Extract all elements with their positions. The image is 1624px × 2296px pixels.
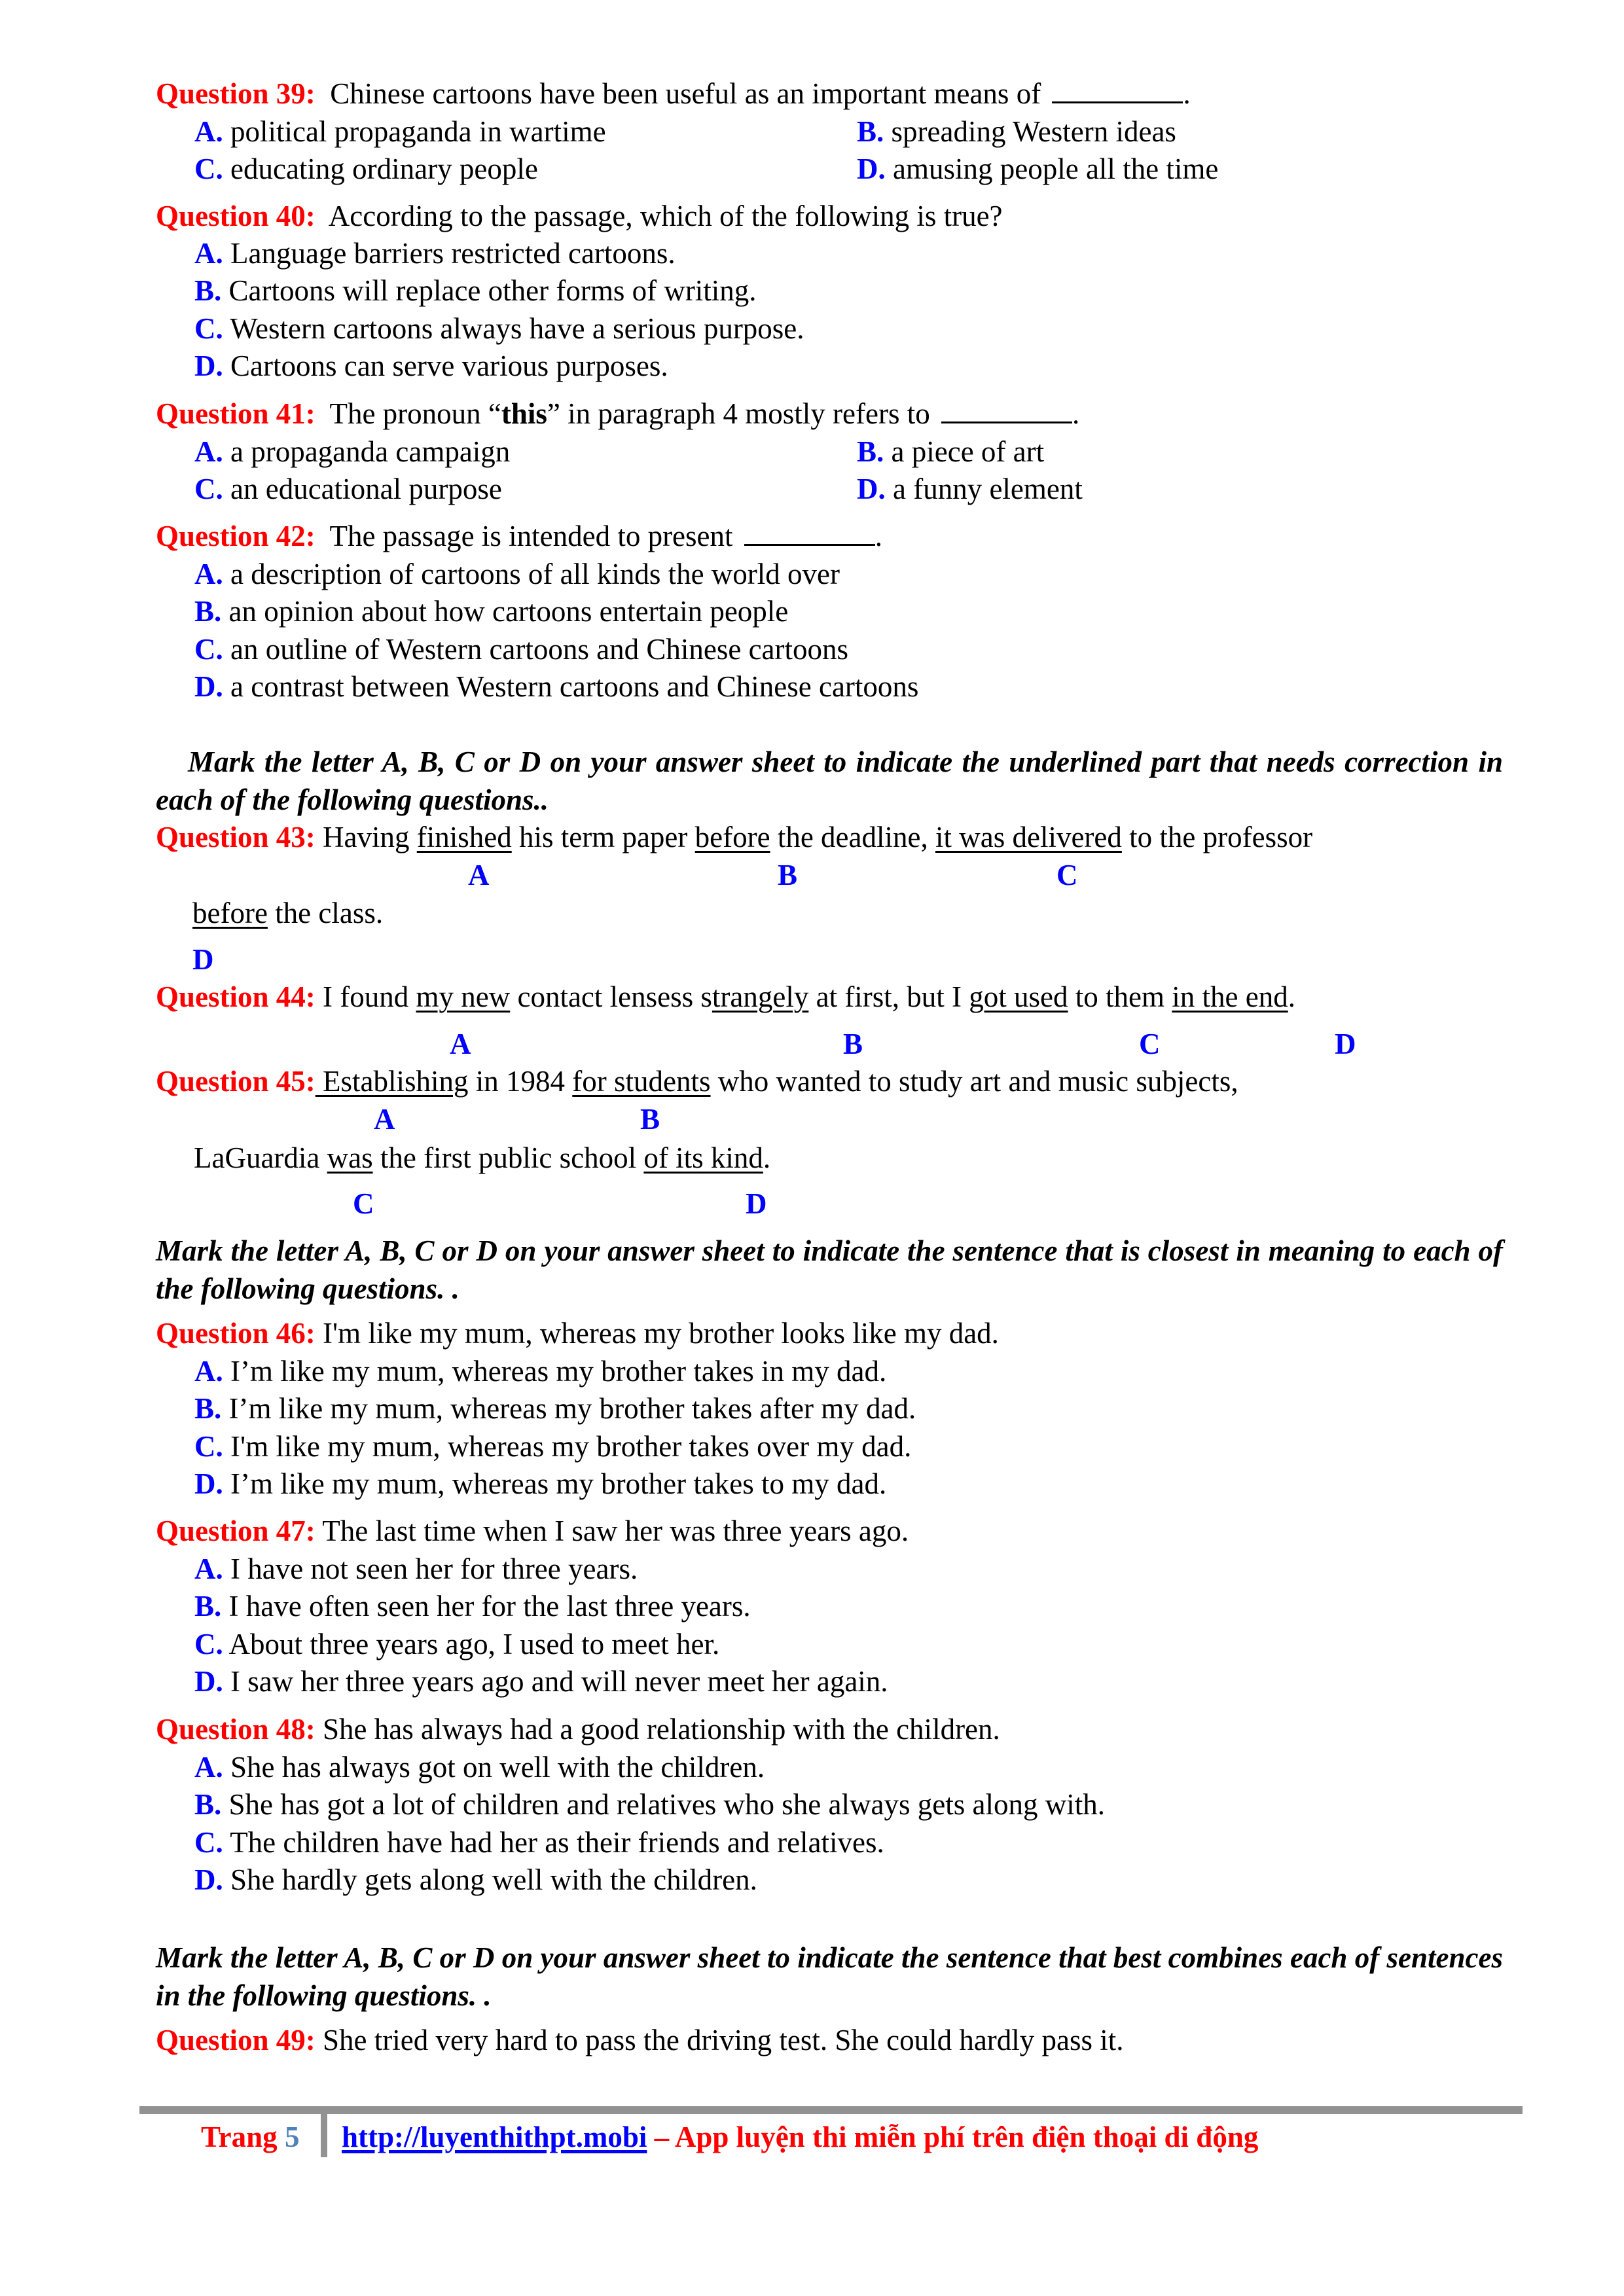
option-d: D. a contrast between Western cartoons and Chinese cartoons xyxy=(194,670,919,703)
question-label: Question 41: xyxy=(156,397,316,430)
option-a: A. political propaganda in wartime xyxy=(194,115,606,148)
question-label: Question 39: xyxy=(156,77,316,110)
option-a: A. a description of cartoons of all kinds the world over xyxy=(194,558,840,590)
underlined-part-c: was xyxy=(327,1141,373,1174)
footer-text xyxy=(342,2118,1258,2156)
question-label: Question 44: xyxy=(156,980,316,1013)
question-stem: I'm like my mum, whereas my brother looks like my dad. xyxy=(323,1317,999,1350)
question-46 xyxy=(156,1314,999,1352)
footer-slogan: – App luyện thi miễn phí trên điện thoại di động xyxy=(647,2121,1259,2153)
answer-blank xyxy=(744,518,875,546)
option-a: A. a propaganda campaign xyxy=(194,435,511,468)
marker-d: D xyxy=(1335,1028,1356,1060)
question-stem: The passage is intended to present xyxy=(329,520,733,552)
option-d: D. I’m like my mum, whereas my brother takes to my dad. xyxy=(194,1467,887,1500)
question-47 xyxy=(156,1512,909,1550)
option-a: A. I’m like my mum, whereas my brother takes in my dad. xyxy=(194,1355,887,1388)
underlined-part-b: for students xyxy=(572,1065,711,1098)
question-43: Question 43: Having finished his term paper before the deadline, it was delivered to the professor xyxy=(156,821,1313,853)
marker-d: D xyxy=(746,1187,767,1220)
underlined-part-d: of its kind xyxy=(643,1141,763,1174)
answer-blank xyxy=(1052,75,1183,103)
underlined-part-a: my new xyxy=(416,980,511,1013)
option-c: C. The children have had her as their friends and relatives. xyxy=(194,1826,884,1859)
question-48 xyxy=(156,1710,1000,1748)
question-label: Question 45: xyxy=(156,1065,316,1098)
option-b: B. I have often seen her for the last three years. xyxy=(194,1590,751,1623)
footer-vertical-divider xyxy=(321,2114,327,2157)
question-label: Question 40: xyxy=(156,200,316,232)
option-b: B. spreading Western ideas xyxy=(857,115,1176,148)
footer-divider xyxy=(139,2106,1523,2114)
marker-d: D xyxy=(192,943,214,976)
question-42: Question 42: The passage is intended to present . xyxy=(156,517,882,555)
marker-b: B xyxy=(640,1103,660,1136)
option-a: A. I have not seen her for three years. xyxy=(194,1552,638,1585)
question-44: Question 44: I found my new contact lensess strangely at first, but I got used to them in the end. xyxy=(156,980,1295,1013)
question-stem: According to the passage, which of the following is true? xyxy=(328,200,1003,232)
question-39: Question 39: Chinese cartoons have been useful as an important means of . xyxy=(156,75,1191,113)
underlined-part-a: finished xyxy=(416,821,512,853)
question-stem: The last time when I saw her was three years ago. xyxy=(322,1515,909,1547)
page-number: 5 xyxy=(284,2121,300,2153)
question-stem: She tried very hard to pass the driving test. She could hardly pass it. xyxy=(323,2024,1124,2056)
question-43-line-2: before the class. xyxy=(192,897,384,929)
underlined-part-c: got used xyxy=(969,980,1068,1013)
option-d: D. a funny element xyxy=(857,473,1083,505)
option-b: B. She has got a lot of children and relatives who she always gets along with. xyxy=(194,1788,1105,1821)
question-label: Question 42: xyxy=(156,520,316,552)
marker-c: C xyxy=(353,1187,374,1220)
question-label: Question 48: xyxy=(156,1713,316,1746)
option-c: C. Western cartoons always have a serious purpose. xyxy=(194,312,804,345)
option-b: B. an opinion about how cartoons entertain people xyxy=(194,595,789,628)
bold-pronoun: this xyxy=(501,397,547,430)
page-number-label: Trang 5 xyxy=(201,2121,300,2153)
option-b: B. Cartoons will replace other forms of writing. xyxy=(194,274,757,307)
marker-a: A xyxy=(450,1028,471,1060)
underlined-part-d: before xyxy=(192,897,268,929)
option-c: C. an educational purpose xyxy=(194,473,502,505)
marker-b: B xyxy=(843,1028,863,1060)
option-d: D. I saw her three years ago and will never meet her again. xyxy=(194,1665,888,1698)
option-c: C. I'm like my mum, whereas my brother takes over my dad. xyxy=(194,1430,912,1463)
question-49 xyxy=(156,2021,1124,2059)
option-c: C. an outline of Western cartoons and Chinese cartoons xyxy=(194,633,849,666)
underlined-part-b: trangely xyxy=(712,980,809,1013)
instruction-closest-meaning: Mark the letter A, B, C or D on your answer sheet to indicate the sentence that is closest in meaning to each of the following questions. . xyxy=(156,1234,1503,1305)
option-d: D. amusing people all the time xyxy=(857,152,1219,185)
question-stem: Chinese cartoons have been useful as an important means of xyxy=(330,77,1041,110)
option-c: C. educating ordinary people xyxy=(194,152,538,185)
underlined-part-b: before xyxy=(695,821,770,853)
question-45-line-2: LaGuardia was the first public school of its kind. xyxy=(194,1141,771,1174)
question-40 xyxy=(156,197,1003,235)
marker-c: C xyxy=(1056,859,1078,891)
question-label: Question 47: xyxy=(156,1515,316,1547)
question-41: Question 41: The pronoun “this” in paragraph 4 mostly refers to . xyxy=(156,395,1079,433)
question-45: Question 45: Establishing in 1984 for students who wanted to study art and music subjects, xyxy=(156,1065,1238,1098)
underlined-part-d: in the end xyxy=(1172,980,1288,1013)
underlined-part-a: Establishing xyxy=(315,1065,469,1098)
option-b: B. a piece of art xyxy=(857,435,1045,468)
option-d: D. She hardly gets along well with the children. xyxy=(194,1863,757,1896)
marker-a: A xyxy=(374,1103,395,1136)
option-a: A. She has always got on well with the children. xyxy=(194,1751,765,1784)
marker-c: C xyxy=(1139,1028,1161,1060)
option-d: D. Cartoons can serve various purposes. xyxy=(194,350,668,382)
question-label: Question 43: xyxy=(156,821,316,853)
question-stem: She has always had a good relationship with the children. xyxy=(323,1713,1000,1746)
marker-b: B xyxy=(778,859,798,891)
underlined-part-c: it was delivered xyxy=(935,821,1122,853)
option-b: B. I’m like my mum, whereas my brother takes after my dad. xyxy=(194,1392,916,1425)
website-link[interactable]: http://luyenthithpt.mobi xyxy=(342,2121,647,2153)
question-label: Question 46: xyxy=(156,1317,316,1350)
option-c: C. About three years ago, I used to meet her. xyxy=(194,1628,720,1660)
instruction-sentence-combination: Mark the letter A, B, C or D on your answer sheet to indicate the sentence that best combines each of sentences in the following questions. . xyxy=(156,1941,1503,2012)
answer-blank xyxy=(941,395,1072,423)
question-label: Question 49: xyxy=(156,2024,316,2056)
option-a: A. Language barriers restricted cartoons. xyxy=(194,237,676,270)
instruction-error-identification: Mark the letter A, B, C or D on your answer sheet to indicate the underlined part that needs correction in each of the following questions.. xyxy=(156,745,1503,816)
marker-a: A xyxy=(468,859,490,891)
